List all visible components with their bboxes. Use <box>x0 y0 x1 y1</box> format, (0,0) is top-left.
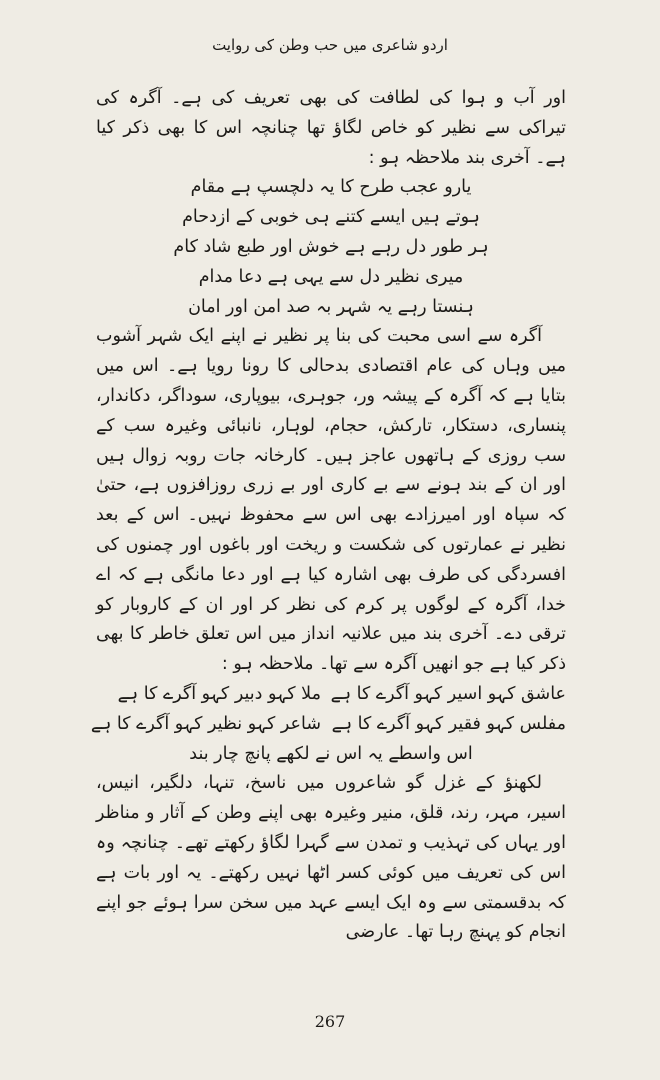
verse-line: میری نظیر دل سے یہی ہے دعا مدام <box>198 266 464 287</box>
stanza-1 <box>171 173 491 322</box>
paragraph-2: آگرہ سے اسی محبت کی بنا پر نظیر نے اپنے ایک شہر آشوب میں وہاں کی عام اقتصادی بدحالی کا رونا رویا ہے۔ اس میں بتایا ہے کہ آگرہ کے پیشہ ور، جوہری، بیوپاری، سوداگر، دکاندار، پنساری، دستکار، تارکش، حجام، لوہار، نانبائی وغیرہ سب کے سب روزی کے ہاتھوں عاجز ہیں۔ کارخانہ جات روبہ زوال ہیں اور ان کے بند ہونے سے بے کاری اور بے زری روزافزوں ہے، حتیٰ کہ سپاہ اور امیرزادے بھی اس سے محفوظ نہیں۔ اس کے بعد نظیر نے عمارتوں کی شکست و ریخت اور باغوں اور چمنوں کی افسردگی کی طرف بھی اشارہ کیا ہے اور دعا مانگی ہے کہ اے خدا، آگرہ کے لوگوں پر کرم کی نظر کر اور ان کے کاروبار کو ترقی دے۔ آخری بند میں علانیہ انداز میں اس تعلق خاطر کا بھی ذکر کیا ہے جو انھیں آگرہ سے تھا۔ ملاحظہ ہو : <box>96 326 566 675</box>
body-text <box>90 84 566 948</box>
running-header: اردو شاعری میں حب وطن کی روایت <box>212 36 448 54</box>
paragraph-1: اور آب و ہوا کی لطافت کی بھی تعریف کی ہے۔ آگرہ کی تیراکی سے نظیر کو خاص لگاؤ تھا چنانچہ اس کا بھی ذکر کیا ہے۔ آخری بند ملاحظہ ہو : <box>96 88 566 168</box>
page-number: 267 <box>314 1012 346 1031</box>
verse-line: ہوتے ہیں ایسے کتنے ہی خوبی کے ازدحام <box>182 207 480 228</box>
hemistich-right: مفلس کہو فقیر کہو آگرے کا ہے <box>331 713 566 734</box>
stanza-2 <box>90 680 566 769</box>
hemistich-left: ملا کہو دبیر کہو آگرے کا ہے <box>117 683 321 704</box>
hemistich-right: عاشق کہو اسیر کہو آگرے کا ہے <box>330 683 566 704</box>
couplet-row <box>96 680 566 710</box>
verse-line: اس واسطے یہ اس نے لکھے پانچ چار بند <box>189 743 473 764</box>
verse-line: یارو عجب طرح کا یہ دلچسپ ہے مقام <box>190 177 472 198</box>
couplet-row <box>90 710 566 740</box>
verse-line: ہر طور دل رہے ہے خوش اور طبع شاد کام <box>173 236 489 257</box>
verse-line: ہنستا رہے یہ شہر بہ صد امن اور امان <box>188 296 474 317</box>
paragraph-3: لکھنؤ کے غزل گو شاعروں میں ناسخ، تنہا، دلگیر، انیس، اسیر، مہر، رند، قلق، منیر وغیرہ بھی اپنے وطن کے آثار و مناظر اور یہاں کی تہذیب و تمدن سے گہرا لگاؤ رکھتے تھے۔ چنانچہ وہ اس کی تعریف میں کوئی کسر اٹھا نہیں رکھتے۔ یہ اور بات ہے کہ بدقسمتی سے وہ ایک ایسے عہد میں سخن سرا ہوئے جو اپنے انجام کو پہنچ رہا تھا۔ عارضی <box>96 773 566 943</box>
hemistich-left: شاعر کہو نظیر کہو آگرے کا ہے <box>90 713 321 734</box>
